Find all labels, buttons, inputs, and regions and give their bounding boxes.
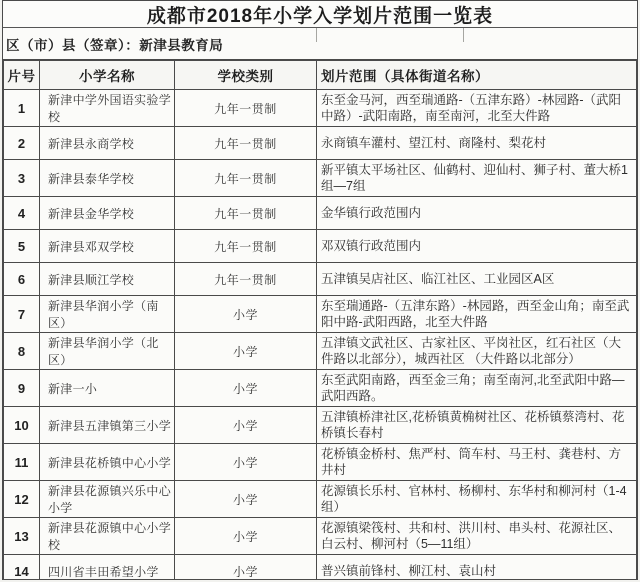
divider-line xyxy=(316,28,317,42)
zone-no-cell: 9 xyxy=(4,370,40,407)
enrollment-zone-sheet xyxy=(2,0,638,580)
school-name-cell: 新津县华润小学（北区） xyxy=(40,333,175,370)
school-name-cell: 新津县金华学校 xyxy=(40,197,175,230)
zone-range-cell: 新平镇太平场社区、仙鹤村、迎仙村、狮子村、董大桥1组—7组 xyxy=(317,160,637,197)
school-type-cell: 九年一贯制 xyxy=(175,90,317,127)
school-type-cell: 小学 xyxy=(175,407,317,444)
zone-no-cell: 12 xyxy=(4,481,40,518)
table-row xyxy=(4,230,637,263)
school-name-cell: 新津县华润小学（南区） xyxy=(40,296,175,333)
school-type-cell: 九年一贯制 xyxy=(175,160,317,197)
school-name-cell: 新津县花桥镇中心小学 xyxy=(40,444,175,481)
col-header-zone-range: 划片范围（具体街道名称） xyxy=(317,61,637,90)
table-row xyxy=(4,481,637,518)
zone-no-cell: 7 xyxy=(4,296,40,333)
table-row xyxy=(4,444,637,481)
zone-no-cell: 1 xyxy=(4,90,40,127)
enrollment-zone-table xyxy=(3,60,637,580)
school-name-cell: 新津县花源镇兴乐中心小学 xyxy=(40,481,175,518)
zone-range-cell: 永商镇车灌村、望江村、商隆村、梨花村 xyxy=(317,127,637,160)
school-type-cell: 九年一贯制 xyxy=(175,263,317,296)
zone-no-cell: 4 xyxy=(4,197,40,230)
divider-line xyxy=(463,28,464,42)
page-title: 成都市2018年小学入学划片范围一览表 xyxy=(146,5,494,27)
table-row xyxy=(4,555,637,581)
signature-band xyxy=(3,28,637,60)
table-row xyxy=(4,160,637,197)
zone-range-cell: 花源镇梁筏村、共和村、洪川村、串头村、花源社区、白云村、柳河村（5—11组） xyxy=(317,518,637,555)
col-header-school-type: 学校类别 xyxy=(175,61,317,90)
school-name-cell: 四川省丰田希望小学 xyxy=(40,555,175,581)
col-header-zone-no: 片号 xyxy=(4,61,40,90)
school-name-cell: 新津中学外国语实验学校 xyxy=(40,90,175,127)
zone-range-cell: 东至瑞通路-（五津东路）-林园路，西至金山角；南至武阳中路-武阳西路，北至大件路 xyxy=(317,296,637,333)
table-row xyxy=(4,370,637,407)
table-row xyxy=(4,263,637,296)
zone-range-cell: 花源镇长乐村、官林村、杨柳村、东华村和柳河村（1-4组） xyxy=(317,481,637,518)
zone-range-cell: 五津镇桥津社区,花桥镇黄桷树社区、花桥镇蔡湾村、花桥镇长春村 xyxy=(317,407,637,444)
zone-no-cell: 2 xyxy=(4,127,40,160)
school-name-cell: 新津县顺江学校 xyxy=(40,263,175,296)
table-row xyxy=(4,127,637,160)
school-type-cell: 九年一贯制 xyxy=(175,127,317,160)
zone-range-cell: 东至金马河，西至瑞通路-（五津东路）-林园路-（武阳中路）-武阳南路，南至南河，北至大件路 xyxy=(317,90,637,127)
zone-range-cell: 普兴镇前锋村、柳江村、袁山村 xyxy=(317,555,637,581)
table-row xyxy=(4,90,637,127)
table-row xyxy=(4,333,637,370)
school-type-cell: 小学 xyxy=(175,518,317,555)
school-name-cell: 新津县花源镇中心小学校 xyxy=(40,518,175,555)
header-row xyxy=(4,61,637,90)
school-type-cell: 九年一贯制 xyxy=(175,230,317,263)
table-row xyxy=(4,518,637,555)
zone-range-cell: 金华镇行政范围内 xyxy=(317,197,637,230)
school-name-cell: 新津县永商学校 xyxy=(40,127,175,160)
school-name-cell: 新津一小 xyxy=(40,370,175,407)
title-band xyxy=(3,1,637,28)
school-type-cell: 小学 xyxy=(175,444,317,481)
zone-no-cell: 3 xyxy=(4,160,40,197)
school-type-cell: 小学 xyxy=(175,370,317,407)
zone-no-cell: 8 xyxy=(4,333,40,370)
zone-no-cell: 5 xyxy=(4,230,40,263)
school-name-cell: 新津县泰华学校 xyxy=(40,160,175,197)
school-name-cell: 新津县邓双学校 xyxy=(40,230,175,263)
school-type-cell: 九年一贯制 xyxy=(175,197,317,230)
zone-range-cell: 五津镇文武社区、古家社区、平岗社区，红石社区（大件路以北部分），城西社区 （大件路以北部分） xyxy=(317,333,637,370)
table-row xyxy=(4,197,637,230)
zone-no-cell: 14 xyxy=(4,555,40,581)
zone-no-cell: 6 xyxy=(4,263,40,296)
school-name-cell: 新津县五津镇第三小学 xyxy=(40,407,175,444)
zone-range-cell: 东至武阳南路，西至金三角；南至南河,北至武阳中路—武阳西路。 xyxy=(317,370,637,407)
col-header-school-name: 小学名称 xyxy=(40,61,175,90)
zone-range-cell: 五津镇吴店社区、临江社区、工业园区A区 xyxy=(317,263,637,296)
school-type-cell: 小学 xyxy=(175,481,317,518)
zone-range-cell: 花桥镇金桥村、焦严村、筒车村、马王村、龚巷村、方井村 xyxy=(317,444,637,481)
zone-no-cell: 11 xyxy=(4,444,40,481)
school-type-cell: 小学 xyxy=(175,333,317,370)
zone-no-cell: 10 xyxy=(4,407,40,444)
school-type-cell: 小学 xyxy=(175,555,317,581)
zone-range-cell: 邓双镇行政范围内 xyxy=(317,230,637,263)
district-signature-label: 区（市）县（签章）：新津县教育局 xyxy=(6,37,224,53)
table-row xyxy=(4,407,637,444)
table-row xyxy=(4,296,637,333)
zone-no-cell: 13 xyxy=(4,518,40,555)
school-type-cell: 小学 xyxy=(175,296,317,333)
